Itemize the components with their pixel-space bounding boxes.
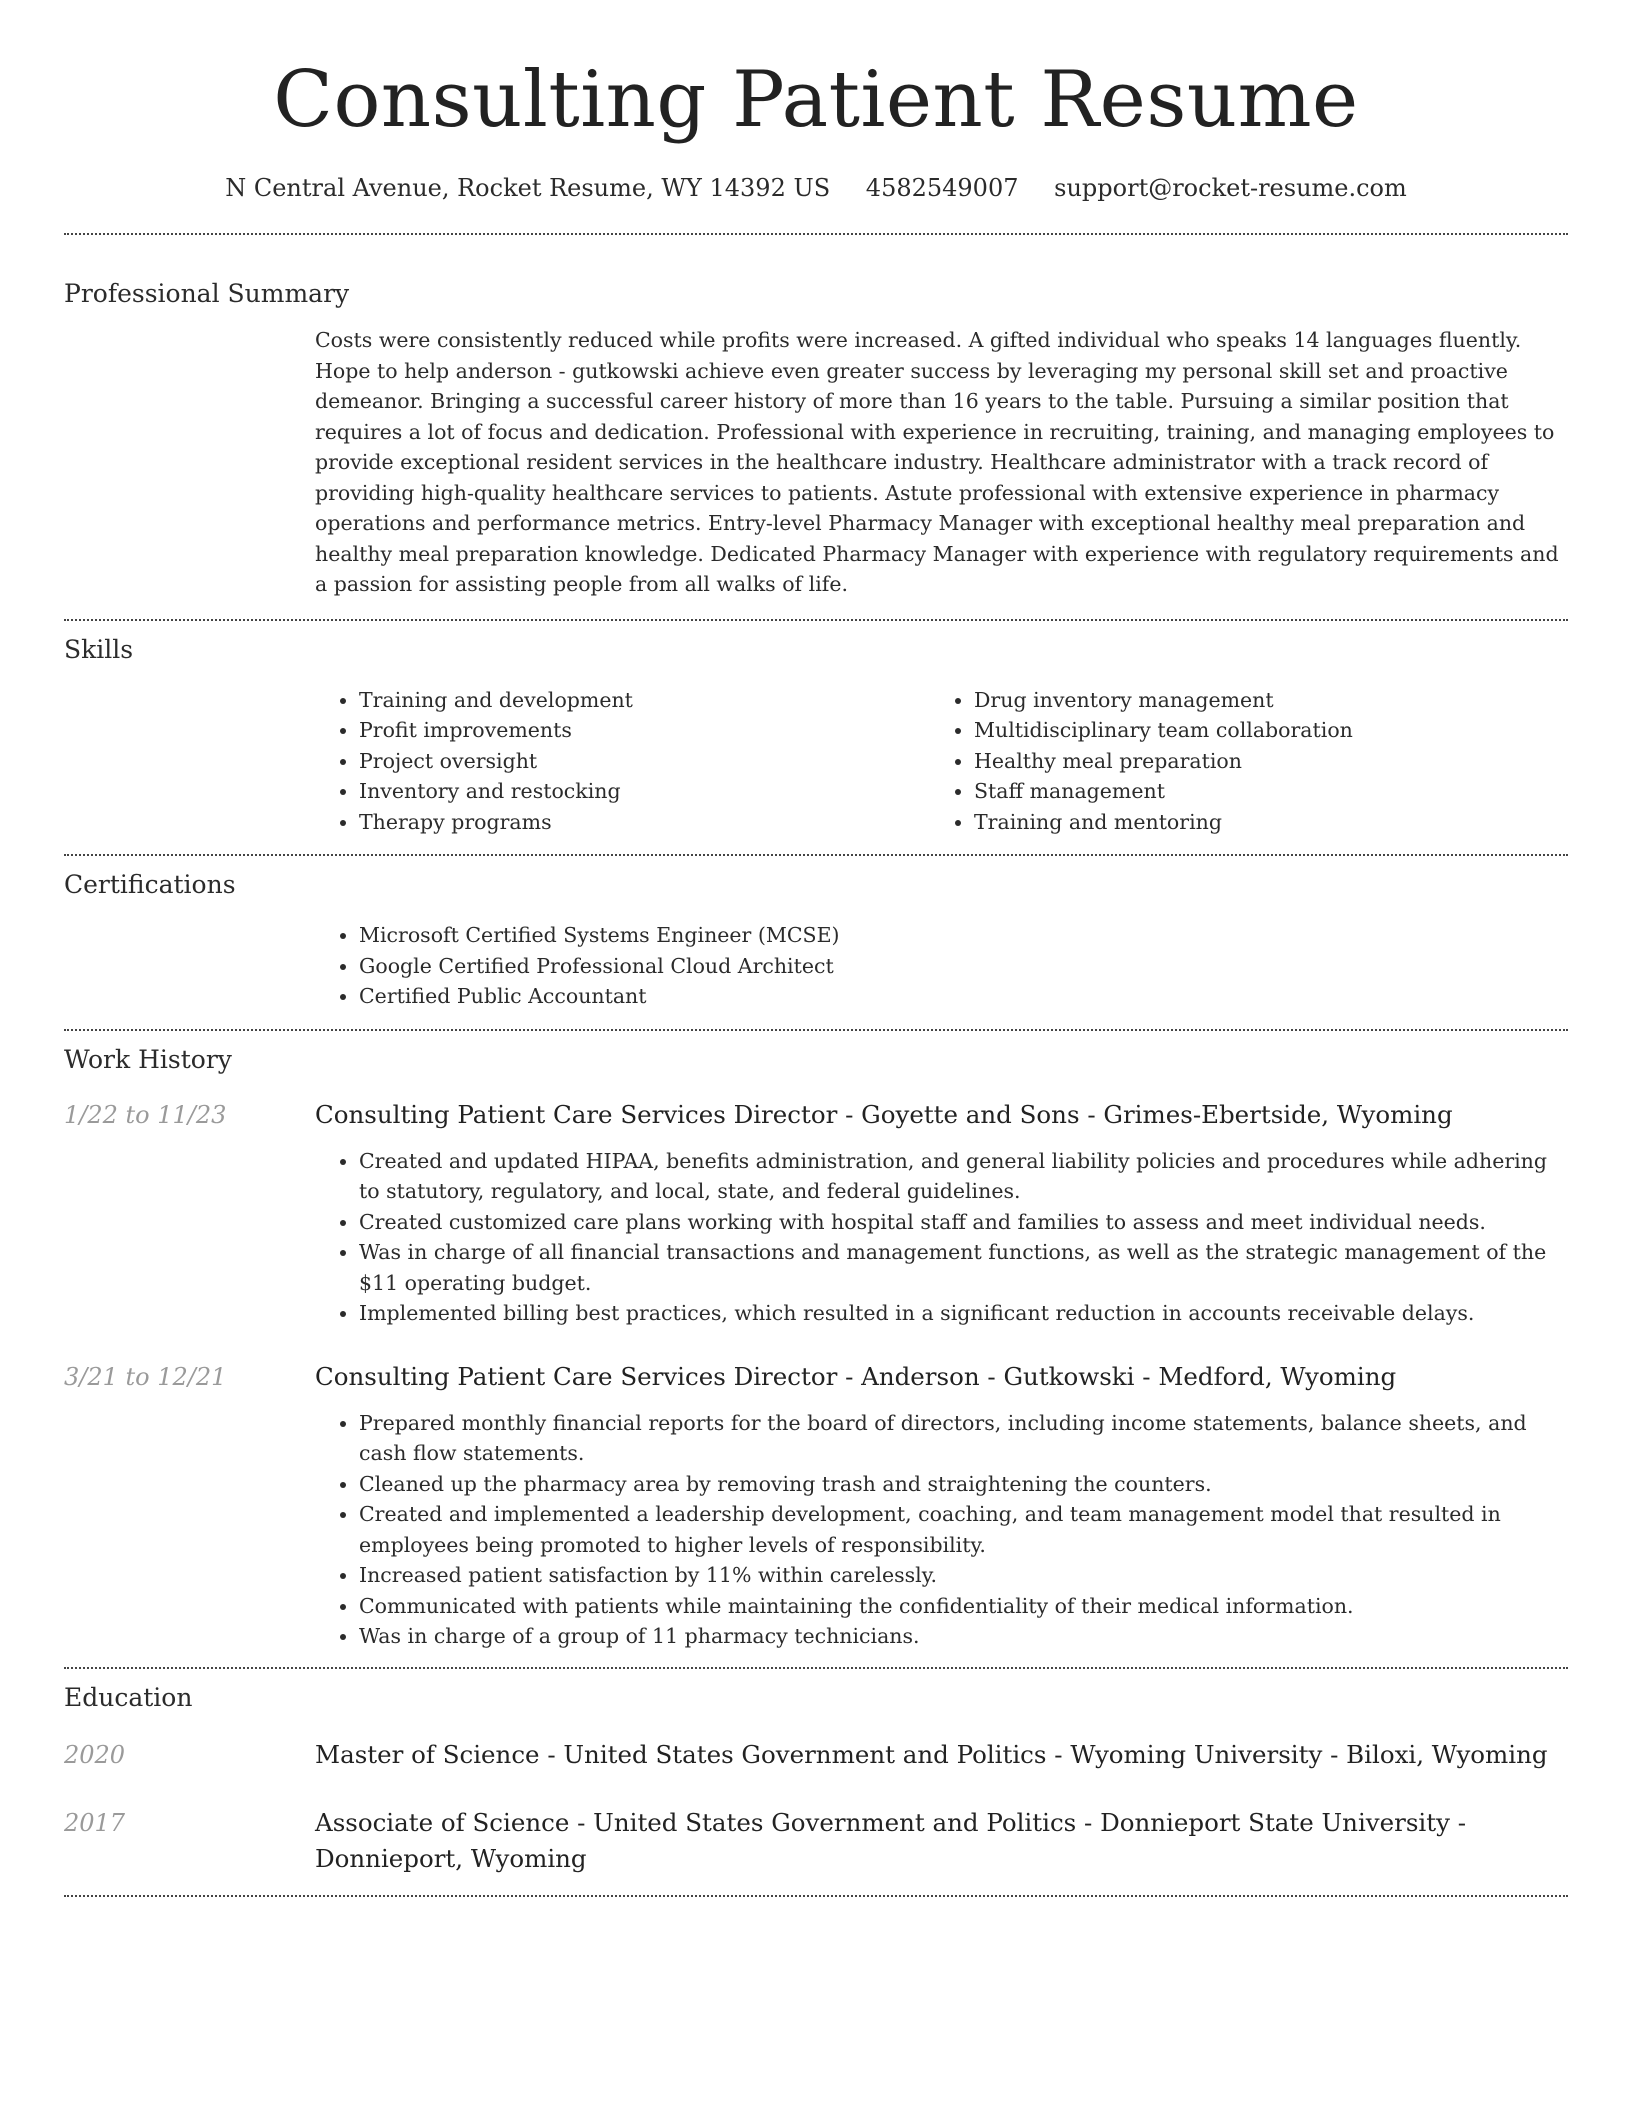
job-bullet: • Created and implemented a leadership development, coaching, and team management model that resulted in employees being promoted to higher levels of responsibility.: [359, 1499, 1568, 1560]
job-bullet: • Communicated with patients while maintaining the confidentiality of their medical information.: [359, 1591, 1568, 1622]
skill-item: • Project oversight: [359, 746, 930, 777]
contact-line: [64, 172, 1568, 204]
skill-item: • Profit improvements: [359, 715, 930, 746]
skill-item: • Inventory and restocking: [359, 776, 930, 807]
summary-title: Professional Summary: [64, 279, 350, 308]
job-bullets: [315, 1408, 1568, 1652]
job-bullet: • Was in charge of a group of 11 pharmacy technicians.: [359, 1621, 1568, 1652]
skills-section: [64, 621, 1568, 838]
job-entry: [64, 1359, 1568, 1652]
skills-title: Skills: [64, 634, 134, 664]
job-dates: 1/22 to 11/23: [64, 1100, 227, 1129]
skills-column-right: [930, 685, 1545, 838]
education-heading: Associate of Science - United States Government and Politics - Donnieport State University - Donnieport, Wyoming: [315, 1807, 1467, 1873]
contact-phone: 4582549007: [865, 174, 1019, 202]
job-heading: Consulting Patient Care Services Director - Goyette and Sons - Grimes-Ebertside, Wyoming: [315, 1099, 1453, 1129]
skill-item: • Multidisciplinary team collaboration: [974, 715, 1545, 746]
skills-column-left: [315, 685, 930, 838]
skill-item: • Training and development: [359, 685, 930, 716]
job-heading: Consulting Patient Care Services Director - Anderson - Gutkowski - Medford, Wyoming: [315, 1361, 1397, 1391]
work-title: Work History: [64, 1044, 232, 1074]
skill-item: • Therapy programs: [359, 807, 930, 838]
job-bullet: • Cleaned up the pharmacy area by removing trash and straightening the counters.: [359, 1469, 1568, 1500]
job-bullet: • Prepared monthly financial reports for the board of directors, including income statements, balance sheets, and cash flow statements.: [359, 1408, 1568, 1469]
resume-name: Consulting Patient Resume: [273, 55, 1359, 145]
certification-item: • Google Certified Professional Cloud Architect: [359, 951, 1568, 982]
contact-email: support@rocket-resume.com: [1054, 174, 1407, 202]
job-bullet: • Implemented billing best practices, which resulted in a significant reduction in accounts receivable delays.: [359, 1298, 1568, 1329]
education-entry: [64, 1737, 1568, 1773]
education-section: [64, 1669, 1568, 1877]
education-heading: Master of Science - United States Government and Politics - Wyoming University - Biloxi, Wyoming: [315, 1739, 1548, 1769]
resume-header: [64, 0, 1568, 204]
certifications-list: [315, 920, 1568, 1012]
work-section: [64, 1031, 1568, 1652]
skills-grid: [315, 685, 1568, 838]
summary-text: Costs were consistently reduced while profits were increased. A gifted individual who speaks 14 languages fluently. Hope to help anderson - gutkowski achieve even greater success by leveraging my personal skill set and proactive demeanor. Bringing a successful career history of more than 16 years to the table. Pursuing a similar position that requires a lot of focus and dedication. Professional with experience in recruiting, training, and managing employees to provide exceptional resident services in the healthcare industry. Healthcare administrator with a track record of providing high-quality healthcare services to patients. Astute professional with extensive experience in pharmacy operations and performance metrics. Entry-level Pharmacy Manager with exceptional healthy meal preparation and healthy meal preparation knowledge. Dedicated Pharmacy Manager with experience with regulatory requirements and a passion for assisting people from all walks of life.: [315, 328, 1559, 596]
certifications-section: [64, 856, 1568, 1012]
certification-item: • Microsoft Certified Systems Engineer (MCSE): [359, 920, 1568, 951]
skill-item: • Staff management: [974, 776, 1545, 807]
contact-address: N Central Avenue, Rocket Resume, WY 14392 US: [225, 174, 831, 202]
skill-item: • Healthy meal preparation: [974, 746, 1545, 777]
job-bullet: • Created customized care plans working with hospital staff and families to assess and meet individual needs.: [359, 1207, 1568, 1238]
job-bullet: • Created and updated HIPAA, benefits administration, and general liability policies and procedures while adhering to statutory, regulatory, and local, state, and federal guidelines.: [359, 1146, 1568, 1207]
education-title: Education: [64, 1682, 193, 1712]
summary-section: [64, 235, 1568, 600]
education-divider: [64, 1895, 1568, 1897]
job-bullet: • Was in charge of all financial transactions and management functions, as well as the strategic management of the $11 operating budget.: [359, 1237, 1568, 1298]
job-bullets: [315, 1146, 1568, 1329]
job-dates: 3/21 to 12/21: [64, 1362, 227, 1391]
job-bullet: • Increased patient satisfaction by 11% within carelessly.: [359, 1560, 1568, 1591]
certifications-title: Certifications: [64, 870, 236, 899]
education-year: 2020: [64, 1740, 126, 1769]
certification-item: • Certified Public Accountant: [359, 981, 1568, 1012]
skill-item: • Training and mentoring: [974, 807, 1545, 838]
education-entry: [64, 1805, 1568, 1877]
skill-item: • Drug inventory management: [974, 685, 1545, 716]
job-entry: [64, 1097, 1568, 1329]
education-year: 2017: [64, 1808, 126, 1837]
